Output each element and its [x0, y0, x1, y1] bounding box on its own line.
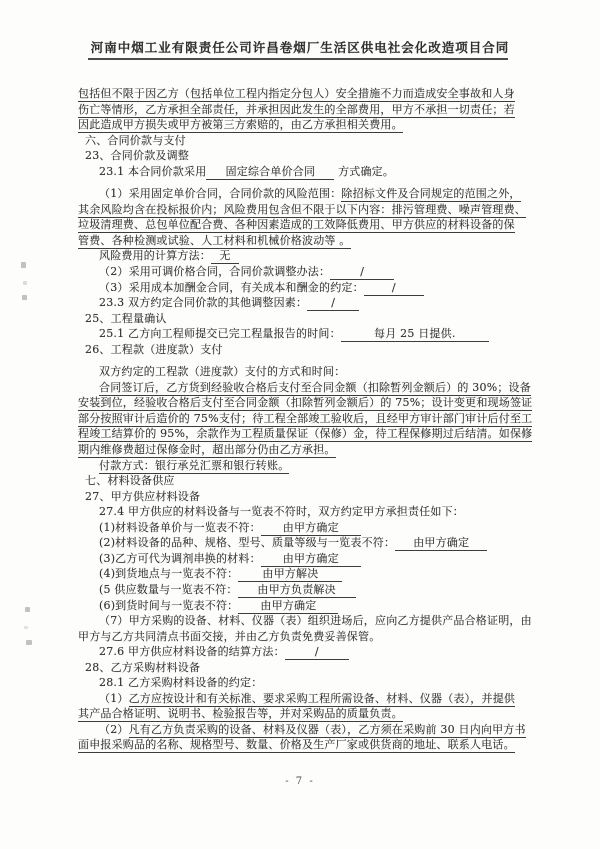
text-segment: 23.3 双方约定合同价款的其他调整因素：	[99, 296, 308, 310]
document-line	[78, 582, 530, 598]
text-segment: （3）采用成本加酬金合同，有关成本和酬金的约定：	[99, 280, 364, 294]
document-line	[78, 148, 530, 164]
text-segment: 六、合同价款与支付	[85, 133, 186, 147]
filled-blank: 由甲方确定	[261, 552, 361, 567]
text-segment: 23、合同价款及调整	[85, 149, 189, 163]
document-line	[78, 737, 530, 753]
filled-blank: /	[307, 296, 359, 311]
filled-blank: 每月 25 日提供.	[341, 327, 489, 342]
filled-blank: 无	[211, 249, 239, 264]
document-line	[78, 311, 530, 327]
underlined-text: 期内维修费超过保修金时，超出部分仍由乙方承担。	[78, 443, 336, 457]
document-line	[78, 117, 530, 133]
document-line	[78, 202, 530, 218]
document-line	[78, 489, 530, 505]
document-line	[78, 442, 530, 458]
document-line	[78, 380, 530, 396]
text-segment: 27.6 甲方供应材料设备的结算方法：	[99, 645, 285, 659]
document-line	[78, 326, 530, 342]
scan-artifact	[26, 640, 32, 645]
document-line	[78, 644, 530, 660]
text-segment: 26、工程款（进度款）支付	[85, 342, 223, 356]
text-segment: （2）采用可调价格合同，合同价款调整办法：	[99, 265, 331, 279]
underlined-text: 乙方应按设计和有关标准、要求采购工程所需设备、材料、仪器（表），并提供	[128, 691, 516, 705]
scan-artifact	[25, 607, 30, 612]
document-line	[78, 691, 530, 707]
document-line	[78, 551, 530, 567]
document-line	[78, 186, 530, 202]
underlined-text: 部分按照审计后造价的 75%支付；待工程全部竣工验收后，且经甲方审计部门审计后付至工	[78, 411, 533, 425]
underlined-text: 包括但不限于因乙方（包括单位工程内指定分包人）安全措施不力而造成安全事故和人身	[78, 87, 515, 100]
filled-blank: 由甲方确定	[238, 599, 338, 614]
scan-artifact	[21, 262, 26, 268]
text-segment: (6)到货时间与一览表不符：	[99, 598, 239, 612]
text-segment: 25、工程量确认	[85, 311, 167, 325]
document-line	[78, 629, 530, 645]
text-segment: (2)材料设备的品种、规格、型号、质量等级与一览表不符：	[99, 536, 396, 550]
document-line	[78, 598, 530, 614]
underlined-text: 伤亡等情形，乙方承担全部责任，并承担因此发生的全部费用，甲方不承担一切责任；若	[78, 102, 515, 116]
document-line	[78, 411, 533, 427]
document-line	[78, 280, 530, 296]
document-line	[78, 458, 530, 474]
underlined-text: 程竣工结算价的 95%，余款作为工程质量保证（保修）金，待工程保修期过后结清。如保修	[78, 427, 533, 441]
scan-artifact	[22, 295, 27, 300]
text-segment: 风险费用的计算方法：	[99, 249, 211, 263]
document-line	[78, 426, 533, 442]
document-line	[78, 473, 530, 489]
text-segment: 甲方与乙方共同清点书面交接，并由乙方负责免费妥善保管。	[78, 629, 381, 643]
document-line	[78, 660, 530, 676]
document-line	[78, 535, 530, 551]
filled-blank: /	[364, 281, 424, 296]
document-line	[78, 706, 530, 722]
text-segment: 28.1 乙方采购材料设备的约定：	[99, 676, 263, 690]
document-line	[78, 566, 530, 582]
scan-artifact	[24, 626, 28, 629]
text-segment: 27、甲方供应材料设备	[85, 489, 201, 503]
document-line	[78, 722, 530, 738]
header-rule	[88, 58, 508, 60]
text-segment: 27.4 甲方供应的材料设备与一览表不符时，双方约定甲方承担责任如下：	[99, 505, 464, 519]
underlined-text: 凡有乙方负责采购的设备、材料及仪器（表），乙方须在采购前 30 日内向甲方书	[128, 722, 526, 736]
filled-blank: /	[330, 265, 394, 280]
filled-blank: 由甲方确定	[261, 521, 361, 536]
document-line	[78, 295, 530, 311]
filled-blank: /	[285, 645, 349, 660]
document-line	[78, 675, 530, 691]
document-line	[78, 342, 530, 358]
underlined-text: 付款方式：银行承兑汇票和银行转账。	[99, 458, 290, 472]
document-body	[78, 86, 533, 753]
text-segment: （1）采用固定单价合同，合同价款的风险范围：	[99, 187, 342, 201]
underlined-text: 其余风险均含在投标报价内；风险费用包含但不限于以下内容：排污管理费、噪声管理费、	[78, 202, 526, 216]
filled-blank: 由甲方负责解决	[238, 583, 356, 598]
document-line	[78, 264, 530, 280]
text-segment: 七、材料设备供应	[85, 474, 175, 488]
underlined-text: 合同签订后，乙方货到经验收合格后支付至合同金额（扣除暂列金额后）的 30%；设备	[99, 380, 531, 394]
document-line	[78, 395, 533, 411]
text-segment: (1)材料设备单价与一览表不符：	[99, 520, 261, 534]
document-line	[78, 164, 530, 180]
text-segment: (3)乙方可代为调剂串换的材料：	[99, 551, 261, 565]
text-segment: （7）甲方采购的设备、材料、仪器（表）组织进场后，应向乙方提供产品合格证明，由	[99, 614, 532, 628]
text-segment: (5 供应数量与一览表不符：	[99, 582, 238, 596]
document-line	[78, 233, 530, 249]
filled-blank: 由甲方确定	[395, 536, 487, 551]
document-line	[78, 86, 530, 102]
page-number: - 7 -	[285, 776, 315, 787]
underlined-text: 面申报采购品的名称、规格型号、数量、价格及生产厂家或供货商的地址、联系人电话。	[78, 738, 515, 752]
filled-blank: 固定综合单价合同	[206, 165, 334, 180]
document-line	[78, 133, 530, 149]
document-line	[78, 217, 530, 233]
document-line	[78, 102, 530, 118]
text-segment: 方式确定。	[334, 164, 395, 178]
underlined-text: 安装到位，经验收合格后支付至合同金额（扣除暂列金额后）的 75%；设计变更和现场签证	[78, 396, 533, 410]
text-segment: (4)到货地点与一览表不符：	[99, 567, 239, 581]
text-segment: 25.1 乙方向工程师提交已完工程量报告的时间：	[99, 327, 341, 341]
underlined-text: 管费、各种检测或试验、人工材料和机械价格波动等 。	[78, 233, 351, 247]
document-line	[78, 520, 530, 536]
underlined-text: 其产品合格证明、说明书、检验报告等，并对采购品的质量负责。	[78, 707, 403, 721]
filled-blank: 由甲方解决	[238, 567, 342, 582]
document-line	[78, 248, 530, 264]
document-line	[78, 613, 530, 629]
scan-artifact	[23, 281, 27, 285]
text-segment: （2）	[99, 722, 129, 736]
text-segment: （1）	[99, 691, 129, 705]
underlined-text: 垃圾清理费、总包单位配合费、各种因素造成的工效降低费用、甲方供应的材料设备的保	[78, 218, 515, 232]
underlined-text: 除招标文件及合同规定的范围之外，	[341, 187, 521, 201]
document-title: 河南中烟工业有限责任公司许昌卷烟厂生活区供电社会化改造项目合同	[90, 40, 510, 55]
document-line	[78, 364, 530, 380]
text-segment: 23.1 本合同价款采用	[99, 164, 207, 178]
underlined-text: 因此造成甲方损失或甲方被第三方索赔的，由乙方承担相关费用。	[78, 118, 403, 132]
document-line	[78, 504, 530, 520]
text-segment: 双方约定的工程款（进度款）支付的方式和时间：	[99, 365, 346, 379]
text-segment: 28、乙方采购材料设备	[85, 660, 201, 674]
